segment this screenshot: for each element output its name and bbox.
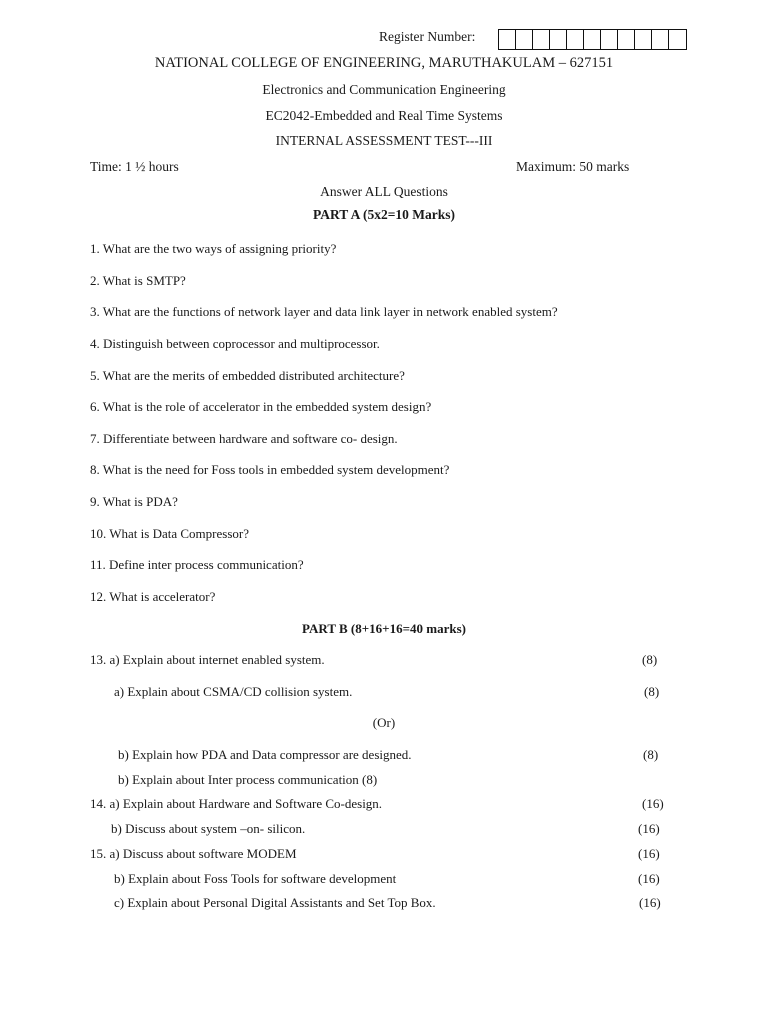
question-6: 6. What is the role of accelerator in the embedded system design?: [90, 399, 432, 414]
maximum-marks: Maximum: 50 marks: [516, 159, 630, 174]
register-digit-box[interactable]: [499, 30, 516, 49]
question-15c: c) Explain about Personal Digital Assistants and Set Top Box.: [114, 895, 436, 910]
question-15a-marks: (16): [638, 846, 660, 861]
question-11: 11. Define inter process communication?: [90, 557, 304, 572]
question-7: 7. Differentiate between hardware and software co- design.: [90, 431, 398, 446]
question-15b-marks: (16): [638, 871, 660, 886]
register-digit-box[interactable]: [635, 30, 652, 49]
question-4: 4. Distinguish between coprocessor and multiprocessor.: [90, 336, 380, 351]
question-14b-marks: (16): [638, 821, 660, 836]
register-digit-box[interactable]: [516, 30, 533, 49]
question-2: 2. What is SMTP?: [90, 273, 186, 288]
register-digit-box[interactable]: [618, 30, 635, 49]
part-b-title: PART B (8+16+16=40 marks): [302, 621, 466, 636]
register-digit-box[interactable]: [652, 30, 669, 49]
or-separator: (Or): [372, 715, 396, 730]
question-13b: b) Explain how PDA and Data compressor are designed.: [118, 747, 412, 762]
college-name: NATIONAL COLLEGE OF ENGINEERING, MARUTHAKULAM – 627151: [154, 55, 614, 71]
question-8: 8. What is the need for Foss tools in embedded system development?: [90, 462, 450, 477]
part-a-title: PART A (5x2=10 Marks): [312, 207, 456, 222]
question-14b: b) Discuss about system –on- silicon.: [111, 821, 306, 836]
test-title: INTERNAL ASSESSMENT TEST---III: [275, 133, 493, 148]
register-number-label: Register Number:: [379, 29, 476, 44]
question-9: 9. What is PDA?: [90, 494, 178, 509]
question-13a: 13. a) Explain about internet enabled system.: [90, 652, 325, 667]
question-14a-marks: (16): [642, 796, 664, 811]
question-3: 3. What are the functions of network layer and data link layer in network enabled system?: [90, 304, 558, 319]
question-13a-marks: (8): [642, 652, 658, 667]
instruction-text: Answer ALL Questions: [320, 184, 448, 199]
question-15b: b) Explain about Foss Tools for software development: [114, 871, 397, 886]
question-15a: 15. a) Discuss about software MODEM: [90, 846, 297, 861]
register-number-boxes[interactable]: [498, 29, 687, 50]
register-digit-box[interactable]: [533, 30, 550, 49]
register-digit-box[interactable]: [601, 30, 618, 49]
register-digit-box[interactable]: [567, 30, 584, 49]
register-digit-box[interactable]: [669, 30, 686, 49]
question-14a: 14. a) Explain about Hardware and Software Co-design.: [90, 796, 383, 811]
time-allowed: Time: 1 ½ hours: [90, 159, 179, 174]
question-5: 5. What are the merits of embedded distributed architecture?: [90, 368, 405, 383]
register-digit-box[interactable]: [550, 30, 567, 49]
question-15c-marks: (16): [639, 895, 661, 910]
question-12: 12. What is accelerator?: [90, 589, 216, 604]
question-13b-marks: (8): [643, 747, 659, 762]
question-10: 10. What is Data Compressor?: [90, 526, 249, 541]
question-13a-alt: a) Explain about CSMA/CD collision system.: [114, 684, 353, 699]
question-1: 1. What are the two ways of assigning priority?: [90, 241, 337, 256]
question-13b-alt: b) Explain about Inter process communication (8): [118, 772, 378, 787]
question-13a-alt-marks: (8): [644, 684, 660, 699]
course-title: EC2042-Embedded and Real Time Systems: [265, 108, 503, 123]
register-digit-box[interactable]: [584, 30, 601, 49]
department-name: Electronics and Communication Engineering: [262, 82, 506, 97]
